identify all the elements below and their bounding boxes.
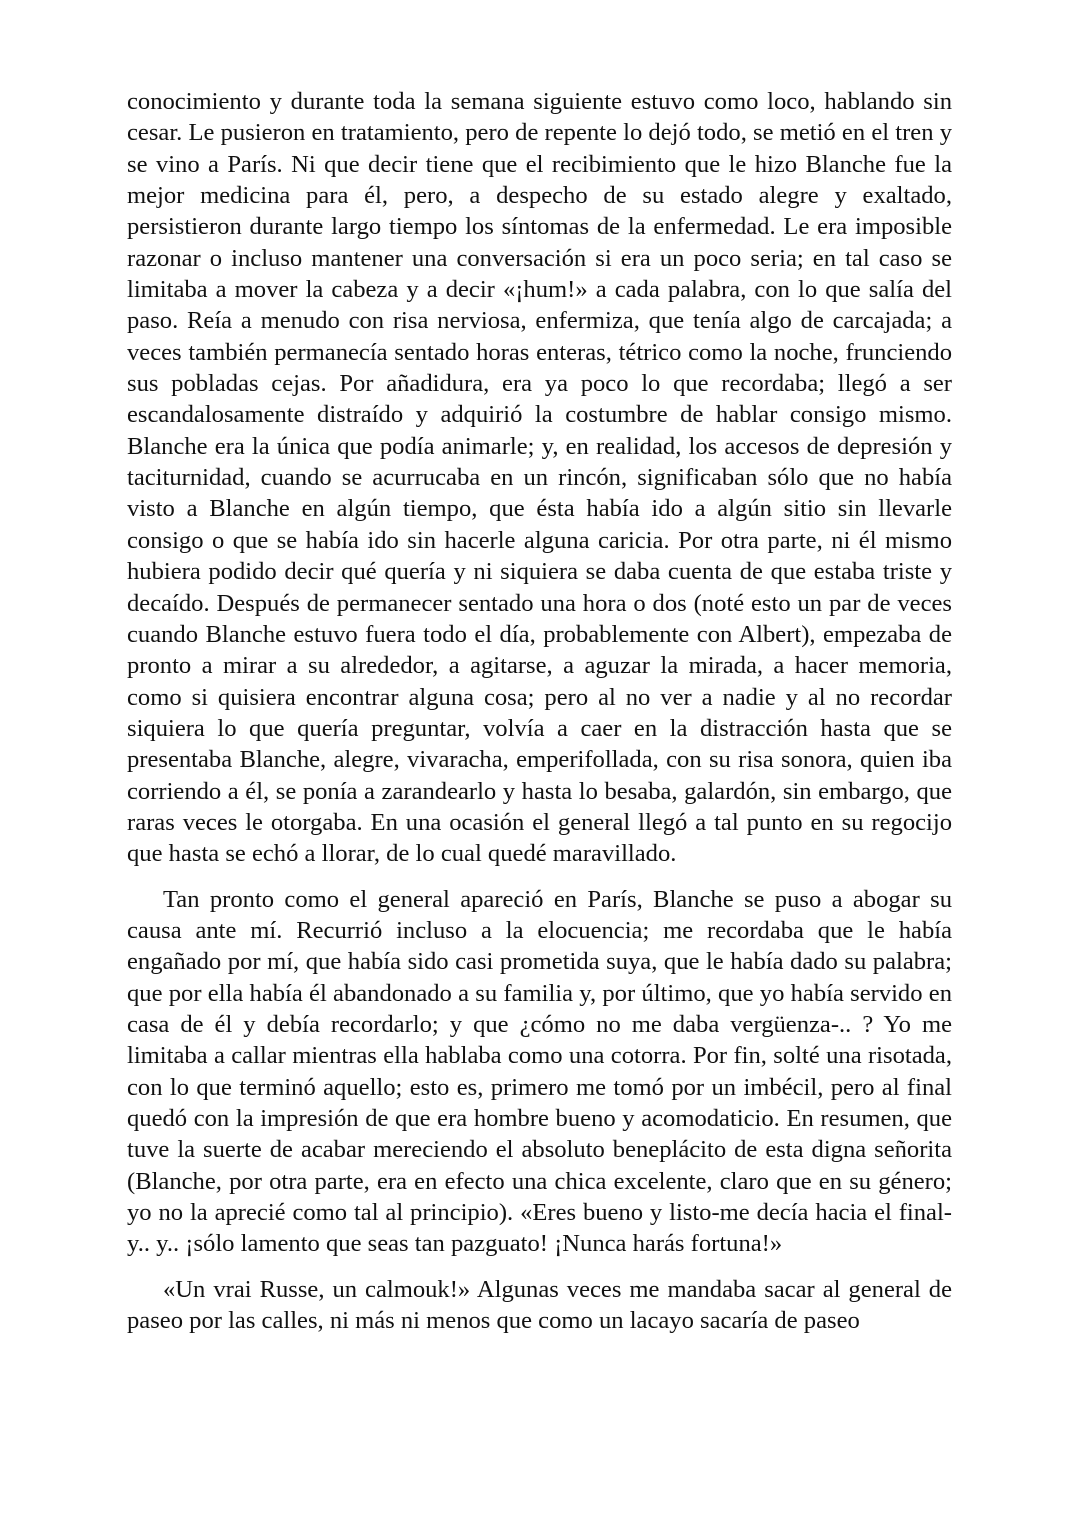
paragraph-1: conocimiento y durante toda la semana siguiente estuvo como loco, hablando sin cesar. Le pusieron en tratamiento, pero de repente lo dejó todo, se metió en el tren y se vino a París. Ni que decir tiene que el recibimiento que le hizo Blanche fue la mejor medicina para él, pero, a despecho de su estado alegre y exaltado, persistieron durante largo tiempo los síntomas de la enfermedad. Le era imposible razonar o incluso mantener una conversación si era un poco seria; en tal caso se limitaba a mover la cabeza y a decir «¡hum!» a cada palabra, con lo que salía del paso. Reía a menudo con risa nerviosa, enfermiza, que tenía algo de carcajada; a veces también permanecía sentado horas enteras, tétrico como la noche, frunciendo sus pobladas cejas. Por añadidura, era ya poco lo que recordaba; llegó a ser escandalosamente distraído y adquirió la costumbre de hablar consigo mismo. Blanche era la única que podía animarle; y, en realidad, los accesos de depresión y taciturnidad, cuando se acurrucaba en un rincón, significaban sólo que no había visto a Blanche en algún tiempo, que ésta había ido a algún sitio sin llevarle consigo o que se había ido sin hacerle alguna caricia. Por otra parte, ni él mismo hubiera podido decir qué quería y ni siquiera se daba cuenta de que estaba triste y decaído. Después de permanecer sentado una hora o dos (noté esto un par de veces cuando Blanche estuvo fuera todo el día, probablemente con Albert), empezaba de pronto a mirar a su alrededor, a agitarse, a aguzar la mirada, a hacer memoria, como si quisiera encontrar alguna cosa; pero al no ver a nadie y al no recordar siquiera lo que quería preguntar, volvía a caer en la distracción hasta que se presentaba Blanche, alegre, vivaracha, emperifollada, con su risa sonora, quien iba corriendo a él, se ponía a zarandearlo y hasta lo besaba, galardón, sin embargo, que raras veces le otorgaba. En una ocasión el general llegó a tal punto en su regocijo que hasta se echó a llorar, de lo cual quedé maravillado. [127,88,952,868]
page-body [127,86,952,1336]
paragraph-3: «Un vrai Russe, un calmouk!» Algunas veces me mandaba sacar al general de paseo por las calles, ni más ni menos que como un lacayo sacaría de paseo [127,1275,952,1335]
paragraph-2: Tan pronto como el general apareció en París, Blanche se puso a abogar su causa ante mí. Recurrió incluso a la elocuencia; me recordaba que le había engañado por mí, que había sido casi prometida suya, que le había dado su palabra; que por ella había él abandonado a su familia y, por último, que yo había servido en casa de él y debía recordarlo; y que ¿cómo no me daba vergüenza-.. ? Yo me limitaba a callar mientras ella hablaba como una cotorra. Por fin, solté una risotada, con lo que terminó aquello; esto es, primero me tomó por un imbécil, pero al final quedó con la impresión de que era hombre bueno y acomodaticio. En resumen, que tuve la suerte de acabar mereciendo el absoluto beneplácito de esta digna señorita (Blanche, por otra parte, era en efecto una chica excelente, claro que en su género; yo no la aprecié como tal al principio). «Eres bueno y listo-me decía hacia el final-y.. y.. ¡sólo lamento que seas tan pazguato! ¡Nunca harás fortuna!» [127,885,952,1258]
